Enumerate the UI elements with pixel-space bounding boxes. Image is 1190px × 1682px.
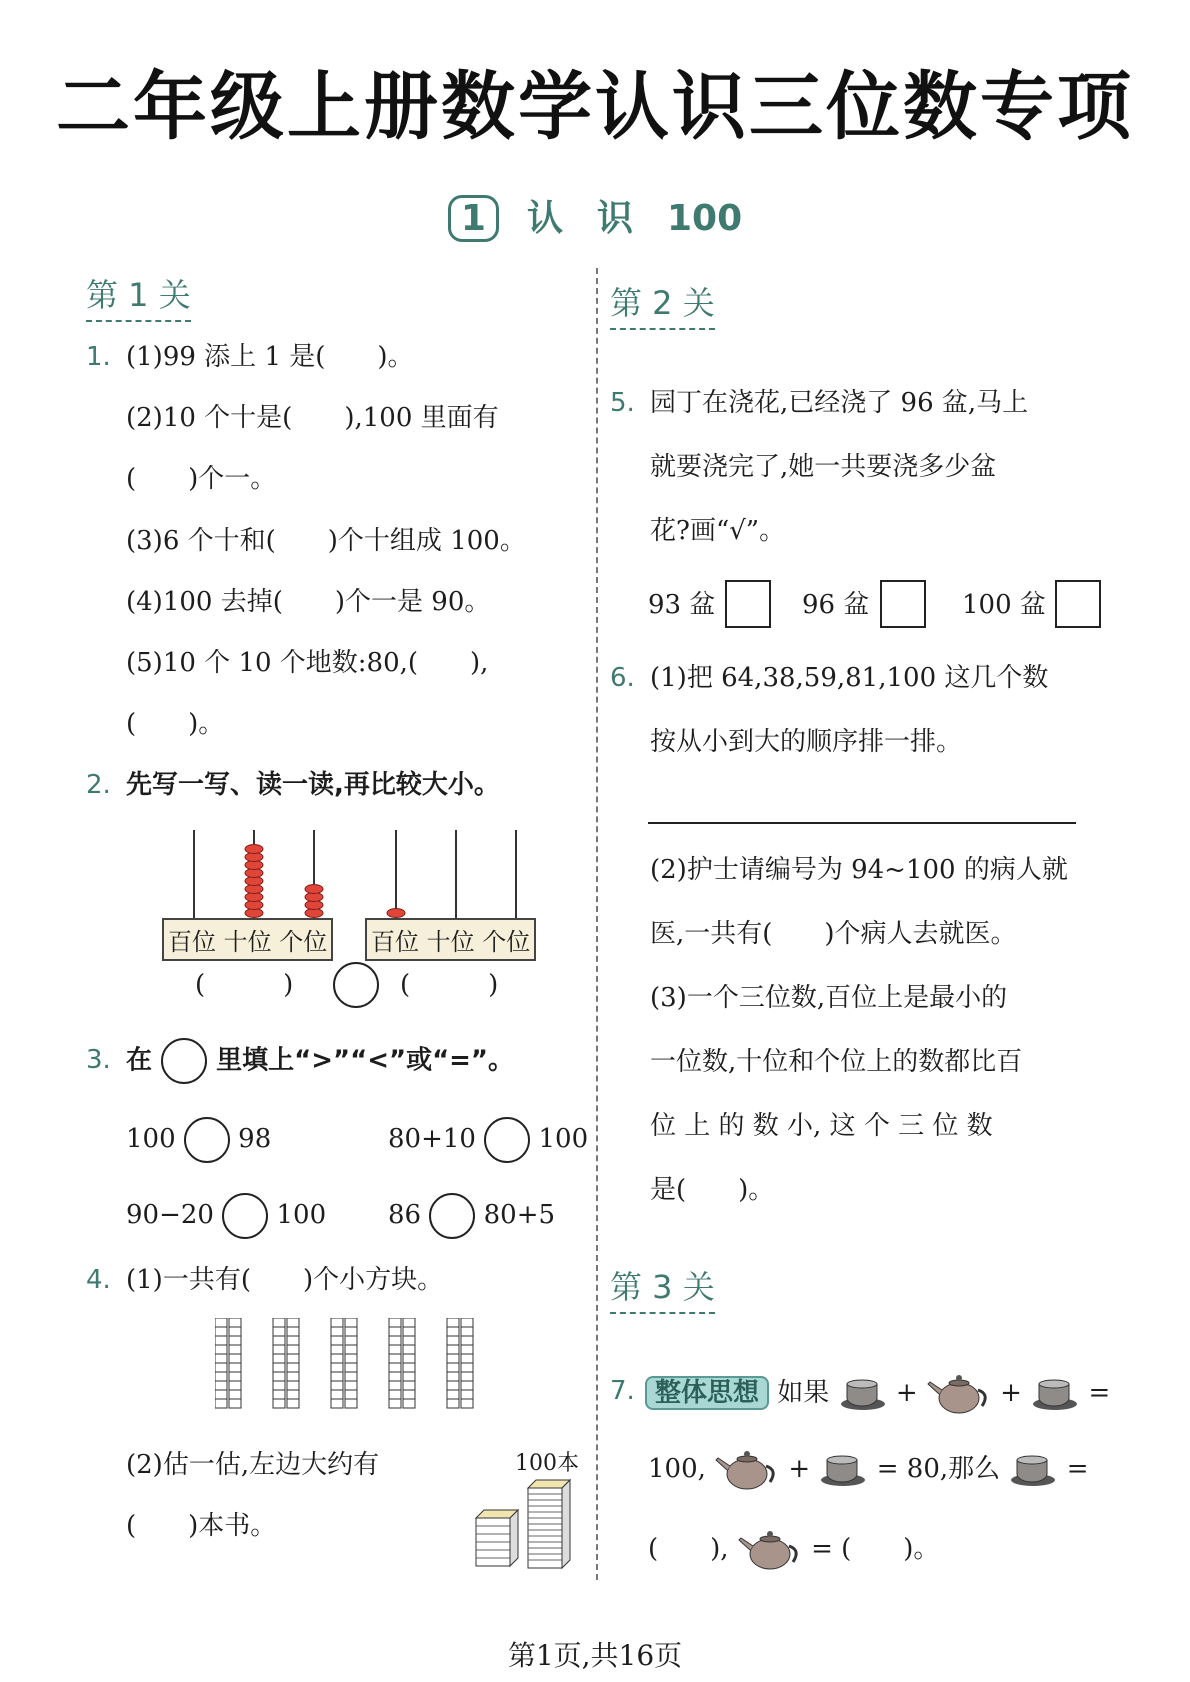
small-cube	[215, 1345, 227, 1354]
page-title: 二年级上册数学认识三位数专项	[56, 64, 1134, 150]
small-cube	[389, 1372, 401, 1381]
q7-line2: 100, + = 80,那么 =	[648, 1448, 1088, 1492]
small-cube	[287, 1381, 299, 1390]
q1-part1: (1)99 添上 1 是( )。	[126, 342, 414, 372]
q6-part2: (2)护士请编号为 94~100 的病人就	[650, 855, 1068, 885]
small-cube	[273, 1372, 285, 1381]
small-cube	[331, 1336, 343, 1345]
small-cube	[447, 1399, 459, 1408]
small-cube	[273, 1345, 285, 1354]
small-cube	[345, 1372, 357, 1381]
small-cube	[461, 1327, 473, 1336]
small-cube	[461, 1345, 473, 1354]
small-cube	[389, 1336, 401, 1345]
small-cube	[331, 1345, 343, 1354]
small-cube	[273, 1327, 285, 1336]
small-cube	[215, 1399, 227, 1408]
small-cube	[389, 1318, 401, 1327]
q5-number: 5.	[610, 388, 635, 418]
small-cube	[345, 1363, 357, 1372]
small-cube	[403, 1336, 415, 1345]
q3-circle-2[interactable]	[484, 1117, 530, 1163]
small-cube	[331, 1372, 343, 1381]
q7-number: 7.	[610, 1376, 635, 1406]
q4-part2-cont: ( )本书。	[126, 1511, 277, 1541]
small-cube	[287, 1327, 299, 1336]
small-cube	[215, 1372, 227, 1381]
q3-circle-4[interactable]	[429, 1193, 475, 1239]
small-cube	[273, 1381, 285, 1390]
small-cube	[447, 1354, 459, 1363]
q3-compare-3: 90−20 100	[126, 1193, 326, 1239]
cup-icon	[1030, 1376, 1080, 1412]
small-cube	[403, 1318, 415, 1327]
section-number: 1	[448, 195, 499, 242]
q5-checkbox-93[interactable]	[725, 580, 771, 628]
small-cube	[331, 1381, 343, 1390]
q5-checkbox-96[interactable]	[880, 580, 926, 628]
small-cube	[447, 1336, 459, 1345]
small-cube	[287, 1318, 299, 1327]
abacus-a-bead	[305, 885, 323, 894]
small-cube	[403, 1345, 415, 1354]
q3-example-circle	[161, 1038, 207, 1084]
book-stacks-icon	[470, 1478, 580, 1578]
book-stack-label: 100本	[515, 1451, 579, 1476]
cup-icon	[838, 1376, 888, 1412]
q3-circle-3[interactable]	[222, 1193, 268, 1239]
section-word-2: 识	[596, 198, 633, 239]
small-cube	[403, 1363, 415, 1372]
small-cube	[345, 1345, 357, 1354]
small-cube	[345, 1318, 357, 1327]
q3-compare-2: 80+10 100	[388, 1117, 588, 1163]
abacus-b-bead	[387, 909, 405, 918]
small-cube	[447, 1381, 459, 1390]
q3-instruction: 在 里填上“>”“<”或“=”。	[126, 1038, 514, 1084]
small-cube	[215, 1390, 227, 1399]
teapot-icon	[714, 1448, 780, 1492]
abacus-a-bead	[245, 845, 263, 854]
cup-icon	[1008, 1452, 1058, 1488]
small-cube	[447, 1363, 459, 1372]
small-cube	[215, 1318, 227, 1327]
small-cube	[389, 1399, 401, 1408]
small-cube	[389, 1381, 401, 1390]
small-cube	[331, 1363, 343, 1372]
small-cube	[215, 1363, 227, 1372]
q5-option-100: 100 盆	[962, 590, 1046, 620]
small-cube	[273, 1390, 285, 1399]
small-cube	[403, 1381, 415, 1390]
small-cube	[403, 1372, 415, 1381]
level-2-heading: 第 2 关	[610, 278, 715, 330]
abacus-a-label: 百位 十位 个位	[162, 918, 333, 961]
cup-icon	[818, 1452, 868, 1488]
small-cube	[287, 1345, 299, 1354]
small-cube	[331, 1327, 343, 1336]
small-cube	[345, 1390, 357, 1399]
level-1-heading: 第 1 关	[86, 270, 191, 322]
q4-number: 4.	[86, 1265, 111, 1295]
q6-part1: (1)把 64,38,59,81,100 这几个数	[650, 663, 1049, 693]
small-cube	[447, 1327, 459, 1336]
small-cube	[273, 1354, 285, 1363]
small-cube	[447, 1345, 459, 1354]
small-cube	[215, 1354, 227, 1363]
small-cube	[215, 1381, 227, 1390]
small-cube	[345, 1399, 357, 1408]
q3-number: 3.	[86, 1045, 111, 1075]
small-cube	[389, 1363, 401, 1372]
q5-option-96: 96 盆	[802, 590, 870, 620]
small-cube	[345, 1336, 357, 1345]
small-cube	[273, 1399, 285, 1408]
level-3-heading: 第 3 关	[610, 1262, 715, 1314]
small-cube	[461, 1372, 473, 1381]
small-cube	[345, 1381, 357, 1390]
small-cube	[389, 1354, 401, 1363]
teapot-icon	[926, 1372, 992, 1416]
q5-option-93: 93 盆	[648, 590, 716, 620]
q6-number: 6.	[610, 663, 635, 693]
page-footer: 第1页,共16页	[507, 1639, 683, 1672]
small-cube	[345, 1354, 357, 1363]
small-cube	[229, 1390, 241, 1399]
q7-line1: 整体思想 如果 + + =	[645, 1372, 1110, 1416]
small-cube	[461, 1381, 473, 1390]
q1-part4: (4)100 去掉( )个一是 90。	[126, 587, 491, 617]
small-cube	[273, 1363, 285, 1372]
small-cube	[229, 1327, 241, 1336]
abacus-b-label: 百位 十位 个位	[365, 918, 536, 961]
small-cube	[447, 1318, 459, 1327]
small-cube	[229, 1336, 241, 1345]
small-cube	[331, 1318, 343, 1327]
small-cube	[447, 1372, 459, 1381]
small-cube	[229, 1372, 241, 1381]
small-cube	[229, 1318, 241, 1327]
small-cube	[215, 1336, 227, 1345]
q5-line3: 花?画“√”。	[650, 516, 786, 546]
small-cube	[331, 1390, 343, 1399]
small-cube	[331, 1354, 343, 1363]
small-cube	[389, 1345, 401, 1354]
small-cube	[229, 1399, 241, 1408]
small-cube	[345, 1327, 357, 1336]
small-cube	[461, 1363, 473, 1372]
small-cube	[403, 1390, 415, 1399]
small-cube	[287, 1336, 299, 1345]
q5-checkbox-100[interactable]	[1055, 580, 1101, 628]
column-divider	[596, 268, 598, 1580]
section-title	[0, 190, 1190, 242]
q3-circle-1[interactable]	[184, 1117, 230, 1163]
small-cube	[287, 1354, 299, 1363]
compare-circle[interactable]	[333, 962, 379, 1008]
small-cube	[461, 1354, 473, 1363]
small-cube	[331, 1399, 343, 1408]
small-cube	[229, 1363, 241, 1372]
small-cube	[273, 1336, 285, 1345]
cube-columns-icon	[215, 1318, 505, 1418]
q6-answer-line[interactable]	[648, 822, 1076, 824]
small-cube	[447, 1390, 459, 1399]
small-cube	[403, 1354, 415, 1363]
abacus-b-blank: ( )	[400, 970, 499, 1000]
q6-part3-cont1: 一位数,十位和个位上的数都比百	[650, 1047, 1023, 1077]
section-word-3: 100	[666, 198, 743, 239]
q1-part2: (2)10 个十是( ),100 里面有	[126, 403, 499, 433]
q1-part5: (5)10 个 10 个地数:80,( ),	[126, 648, 489, 678]
small-cube	[461, 1318, 473, 1327]
teapot-icon	[737, 1528, 803, 1572]
small-cube	[389, 1390, 401, 1399]
q2-number: 2.	[86, 770, 111, 800]
q3-compare-4: 86 80+5	[388, 1193, 555, 1239]
q6-part3: (3)一个三位数,百位上是最小的	[650, 983, 1008, 1013]
q6-part3-cont3: 是( )。	[650, 1175, 775, 1205]
q1-part5-cont: ( )。	[126, 709, 225, 739]
q7-line3: ( ), = ( )。	[648, 1528, 939, 1572]
small-cube	[287, 1390, 299, 1399]
q6-part2-cont: 医,一共有( )个病人去就医。	[650, 919, 1017, 949]
section-word-1: 认	[526, 198, 563, 239]
q1-number: 1.	[86, 342, 111, 372]
q5-line1: 园丁在浇花,已经浇了 96 盆,马上	[650, 388, 1029, 418]
q4-part2: (2)估一估,左边大约有	[126, 1450, 380, 1480]
small-cube	[461, 1399, 473, 1408]
q2-instruction: 先写一写、读一读,再比较大小。	[126, 770, 500, 800]
small-cube	[273, 1318, 285, 1327]
small-cube	[403, 1327, 415, 1336]
small-cube	[229, 1354, 241, 1363]
small-cube	[461, 1390, 473, 1399]
q6-part3-cont2: 位 上 的 数 小, 这 个 三 位 数	[650, 1111, 993, 1141]
q4-part1: (1)一共有( )个小方块。	[126, 1265, 444, 1295]
q7-tag: 整体思想	[645, 1376, 769, 1410]
small-cube	[287, 1399, 299, 1408]
q1-part2-cont: ( )个一。	[126, 464, 277, 494]
q5-line2: 就要浇完了,她一共要浇多少盆	[650, 452, 997, 482]
q3-compare-1: 100 98	[126, 1117, 271, 1163]
abacus-a-blank: ( )	[195, 970, 294, 1000]
small-cube	[389, 1327, 401, 1336]
small-cube	[215, 1327, 227, 1336]
small-cube	[287, 1363, 299, 1372]
q6-part1-cont: 按从小到大的顺序排一排。	[650, 727, 963, 757]
small-cube	[287, 1372, 299, 1381]
q1-part3: (3)6 个十和( )个十组成 100。	[126, 526, 526, 556]
small-cube	[229, 1345, 241, 1354]
small-cube	[461, 1336, 473, 1345]
small-cube	[403, 1399, 415, 1408]
small-cube	[229, 1381, 241, 1390]
